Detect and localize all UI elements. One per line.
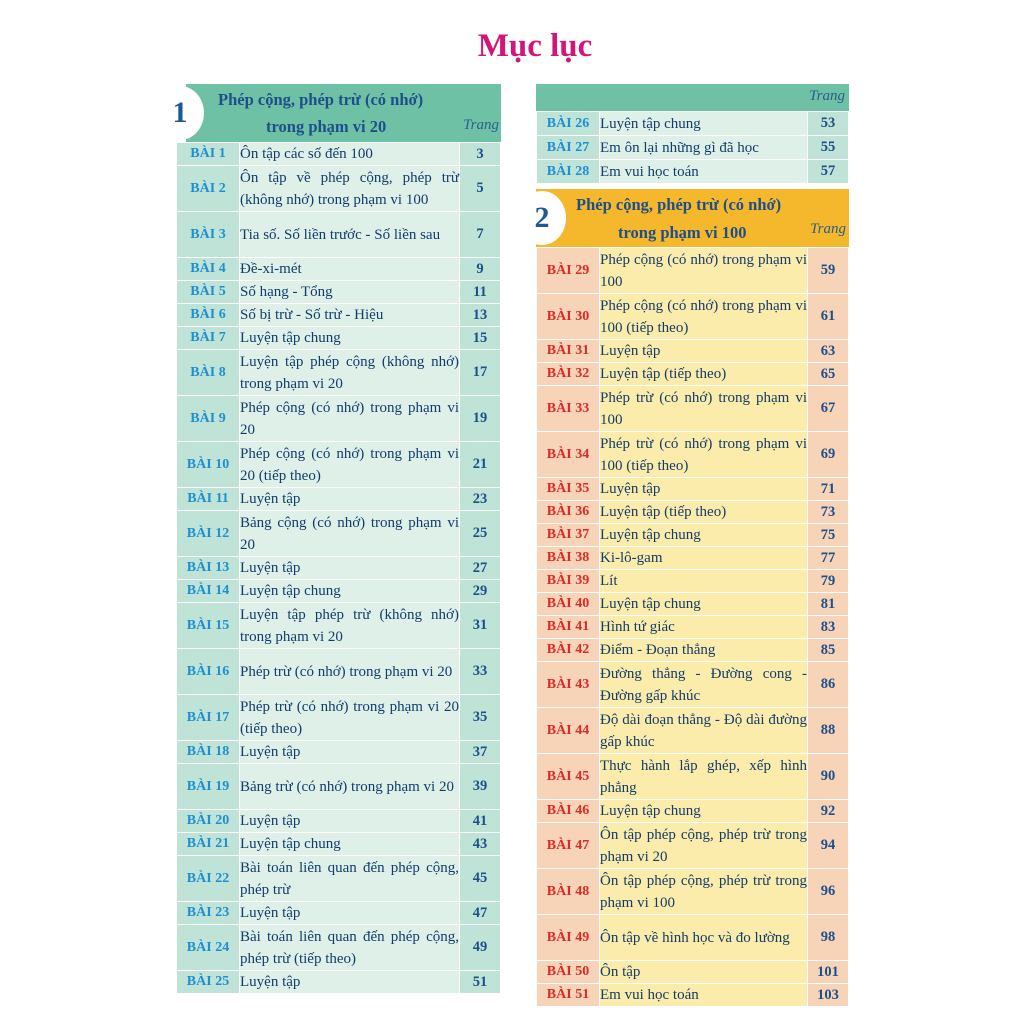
lesson-page: 96 [808,869,849,915]
lesson-page: 7 [460,212,501,258]
lesson-title: Luyện tập [240,810,460,833]
lesson-page: 75 [808,524,849,547]
lesson-title: Luyện tập [240,488,460,511]
lesson-row[interactable] [537,708,849,754]
section-2-title-line1: Phép cộng, phép trừ (có nhớ) [576,195,782,214]
lesson-page: 63 [808,340,849,363]
lesson-number: BÀI 22 [177,856,240,902]
page-title: Mục lục [477,28,593,64]
lesson-number: BÀI 48 [537,869,600,915]
lesson-row[interactable] [537,547,849,570]
lesson-row[interactable] [537,386,849,432]
lesson-page: 35 [460,695,501,741]
lesson-number: BÀI 42 [537,639,600,662]
lesson-row[interactable] [537,961,849,984]
lesson-row[interactable] [537,524,849,547]
lesson-title: Hình tứ giác [600,616,808,639]
lesson-title: Luyện tập chung [600,112,808,136]
continued-page-header: Trang [809,88,845,104]
lesson-title: Luyện tập chung [600,593,808,616]
lesson-title: Số hạng - Tổng [240,281,460,304]
lesson-row[interactable] [177,764,501,810]
lesson-row[interactable] [177,580,501,603]
lesson-row[interactable] [177,810,501,833]
lesson-page: 69 [808,432,849,478]
lesson-row[interactable] [537,915,849,961]
lesson-number: BÀI 11 [177,488,240,511]
lesson-page: 5 [460,166,501,212]
lesson-row[interactable] [537,136,849,160]
lesson-number: BÀI 36 [537,501,600,524]
lesson-title: Bài toán liên quan đến phép cộng, phép trừ [240,856,460,902]
lesson-row[interactable] [537,823,849,869]
lesson-number: BÀI 43 [537,662,600,708]
lesson-row[interactable] [537,112,849,136]
lesson-row[interactable] [177,833,501,856]
lesson-row[interactable] [537,294,849,340]
lesson-page: 98 [808,915,849,961]
lesson-page: 57 [808,160,849,184]
section-1-table [176,142,501,994]
lesson-title: Em vui học toán [600,160,808,184]
lesson-title: Luyện tập chung [600,524,808,547]
lesson-title: Lít [600,570,808,593]
lesson-title: Luyện tập [600,478,808,501]
lesson-page: 103 [808,984,849,1007]
lesson-title: Bảng trừ (có nhớ) trong phạm vi 20 [240,764,460,810]
lesson-row[interactable] [177,741,501,764]
lesson-page: 55 [808,136,849,160]
lesson-number: BÀI 27 [537,136,600,160]
lesson-number: BÀI 28 [537,160,600,184]
lesson-row[interactable] [537,363,849,386]
lesson-number: BÀI 30 [537,294,600,340]
lesson-row[interactable] [537,984,849,1007]
lesson-number: BÀI 24 [177,925,240,971]
lesson-title: Đề-xi-mét [240,258,460,281]
lesson-title: Phép cộng (có nhớ) trong phạm vi 20 [240,396,460,442]
section-1-page-header: Trang [463,117,499,133]
lesson-number: BÀI 1 [177,143,240,166]
section-1-title-line2: trong phạm vi 20 [266,117,387,136]
lesson-row[interactable] [177,557,501,580]
lesson-title: Luyện tập phép trừ (không nhớ) trong phạm vi 20 [240,603,460,649]
lesson-number: BÀI 35 [537,478,600,501]
lesson-number: BÀI 46 [537,800,600,823]
lesson-number: BÀI 7 [177,327,240,350]
section-2-table [536,247,849,1007]
lesson-row[interactable] [177,925,501,971]
lesson-number: BÀI 40 [537,593,600,616]
lesson-number: BÀI 29 [537,248,600,294]
lesson-page: 67 [808,386,849,432]
lesson-row[interactable] [177,281,501,304]
lesson-page: 43 [460,833,501,856]
lesson-title: Ôn tập về phép cộng, phép trừ (không nhớ) trong phạm vi 100 [240,166,460,212]
lesson-row[interactable] [537,432,849,478]
lesson-row[interactable] [177,856,501,902]
lesson-row[interactable] [177,488,501,511]
lesson-page: 101 [808,961,849,984]
lesson-page: 25 [460,511,501,557]
lesson-row[interactable] [537,501,849,524]
lesson-title: Luyện tập chung [240,580,460,603]
lesson-number: BÀI 21 [177,833,240,856]
lesson-row[interactable] [177,695,501,741]
lesson-number: BÀI 33 [537,386,600,432]
lesson-number: BÀI 4 [177,258,240,281]
lesson-title: Luyện tập [240,902,460,925]
lesson-row[interactable] [537,248,849,294]
lesson-number: BÀI 41 [537,616,600,639]
lesson-number: BÀI 23 [177,902,240,925]
lesson-page: 47 [460,902,501,925]
lesson-title: Đường thẳng - Đường cong - Đường gấp khúc [600,662,808,708]
lesson-row[interactable] [177,971,501,994]
lesson-title: Phép trừ (có nhớ) trong phạm vi 100 (tiếp theo) [600,432,808,478]
lesson-title: Phép cộng (có nhớ) trong phạm vi 20 (tiếp theo) [240,442,460,488]
lesson-page: 65 [808,363,849,386]
lesson-number: BÀI 32 [537,363,600,386]
continued-header [536,84,849,111]
lesson-page: 59 [808,248,849,294]
lesson-title: Em ôn lại những gì đã học [600,136,808,160]
lesson-number: BÀI 37 [537,524,600,547]
lesson-number: BÀI 19 [177,764,240,810]
section-2-title-line2: trong phạm vi 100 [618,223,747,242]
lesson-title: Luyện tập [600,340,808,363]
lesson-number: BÀI 34 [537,432,600,478]
lesson-number: BÀI 47 [537,823,600,869]
lesson-row[interactable] [537,593,849,616]
lesson-number: BÀI 8 [177,350,240,396]
lesson-page: 29 [460,580,501,603]
lesson-number: BÀI 18 [177,741,240,764]
lesson-page: 37 [460,741,501,764]
lesson-page: 45 [460,856,501,902]
lesson-row[interactable] [537,340,849,363]
lesson-title: Thực hành lắp ghép, xếp hình phẳng [600,754,808,800]
lesson-title: Phép cộng (có nhớ) trong phạm vi 100 (tiếp theo) [600,294,808,340]
lesson-page: 92 [808,800,849,823]
lesson-title: Phép cộng (có nhớ) trong phạm vi 100 [600,248,808,294]
lesson-row[interactable] [537,869,849,915]
lesson-page: 19 [460,396,501,442]
lesson-page: 31 [460,603,501,649]
lesson-title: Phép trừ (có nhớ) trong phạm vi 20 [240,649,460,695]
lesson-row[interactable] [537,478,849,501]
lesson-page: 77 [808,547,849,570]
lesson-title: Độ dài đoạn thẳng - Độ dài đường gấp khúc [600,708,808,754]
section-2-page-header: Trang [810,221,846,237]
lesson-number: BÀI 50 [537,961,600,984]
section-2-header [536,189,849,247]
lesson-number: BÀI 3 [177,212,240,258]
section-2-number: 2 [518,191,566,245]
lesson-number: BÀI 2 [177,166,240,212]
lesson-page: 3 [460,143,501,166]
lesson-row[interactable] [177,396,501,442]
lesson-title: Số bị trừ - Số trừ - Hiệu [240,304,460,327]
lesson-row[interactable] [177,143,501,166]
lesson-number: BÀI 49 [537,915,600,961]
lesson-title: Luyện tập chung [240,327,460,350]
lesson-row[interactable] [537,754,849,800]
lesson-title: Tia số. Số liền trước - Số liền sau [240,212,460,258]
lesson-row[interactable] [177,511,501,557]
lesson-title: Luyện tập chung [600,800,808,823]
lesson-page: 90 [808,754,849,800]
lesson-title: Ôn tập phép cộng, phép trừ trong phạm vi 20 [600,823,808,869]
lesson-row[interactable] [537,800,849,823]
lesson-number: BÀI 6 [177,304,240,327]
lesson-number: BÀI 39 [537,570,600,593]
lesson-number: BÀI 44 [537,708,600,754]
lesson-row[interactable] [177,304,501,327]
lesson-number: BÀI 15 [177,603,240,649]
lesson-number: BÀI 14 [177,580,240,603]
section-1-continued-table [536,111,849,184]
lesson-number: BÀI 12 [177,511,240,557]
lesson-row[interactable] [177,350,501,396]
lesson-page: 13 [460,304,501,327]
lesson-number: BÀI 16 [177,649,240,695]
lesson-page: 9 [460,258,501,281]
lesson-title: Ôn tập về hình học và đo lường [600,915,808,961]
lesson-number: BÀI 51 [537,984,600,1007]
lesson-number: BÀI 45 [537,754,600,800]
lesson-row[interactable] [177,649,501,695]
lesson-page: 61 [808,294,849,340]
lesson-row[interactable] [537,570,849,593]
lesson-page: 94 [808,823,849,869]
lesson-row[interactable] [177,212,501,258]
lesson-page: 86 [808,662,849,708]
lesson-title: Phép trừ (có nhớ) trong phạm vi 100 [600,386,808,432]
lesson-row[interactable] [177,258,501,281]
lesson-number: BÀI 10 [177,442,240,488]
lesson-page: 73 [808,501,849,524]
lesson-number: BÀI 26 [537,112,600,136]
lesson-title: Luyện tập [240,557,460,580]
lesson-page: 88 [808,708,849,754]
lesson-page: 33 [460,649,501,695]
lesson-number: BÀI 31 [537,340,600,363]
lesson-row[interactable] [177,166,501,212]
section-1-title-line1: Phép cộng, phép trừ (có nhớ) [218,90,424,109]
lesson-page: 27 [460,557,501,580]
lesson-page: 41 [460,810,501,833]
lesson-number: BÀI 38 [537,547,600,570]
lesson-title: Luyện tập (tiếp theo) [600,501,808,524]
lesson-page: 71 [808,478,849,501]
lesson-page: 49 [460,925,501,971]
lesson-page: 39 [460,764,501,810]
lesson-row[interactable] [177,603,501,649]
lesson-title: Luyện tập chung [240,833,460,856]
lesson-title: Ki-lô-gam [600,547,808,570]
lesson-title: Luyện tập [240,741,460,764]
lesson-page: 79 [808,570,849,593]
lesson-title: Bảng cộng (có nhớ) trong phạm vi 20 [240,511,460,557]
lesson-row[interactable] [177,442,501,488]
section-1-number: 1 [156,86,204,140]
section-1-header [172,84,501,142]
lesson-page: 21 [460,442,501,488]
lesson-row[interactable] [537,639,849,662]
lesson-title: Phép trừ (có nhớ) trong phạm vi 20 (tiếp theo) [240,695,460,741]
lesson-row[interactable] [537,160,849,184]
lesson-number: BÀI 9 [177,396,240,442]
lesson-row[interactable] [537,616,849,639]
lesson-title: Ôn tập các số đến 100 [240,143,460,166]
lesson-title: Luyện tập (tiếp theo) [600,363,808,386]
lesson-title: Luyện tập phép cộng (không nhớ) trong phạm vi 20 [240,350,460,396]
lesson-page: 53 [808,112,849,136]
lesson-row[interactable] [177,327,501,350]
lesson-number: BÀI 13 [177,557,240,580]
lesson-title: Em vui học toán [600,984,808,1007]
lesson-number: BÀI 20 [177,810,240,833]
lesson-number: BÀI 25 [177,971,240,994]
lesson-number: BÀI 17 [177,695,240,741]
lesson-page: 83 [808,616,849,639]
lesson-page: 81 [808,593,849,616]
lesson-page: 51 [460,971,501,994]
lesson-number: BÀI 5 [177,281,240,304]
lesson-title: Ôn tập [600,961,808,984]
lesson-row[interactable] [537,662,849,708]
lesson-page: 11 [460,281,501,304]
lesson-page: 15 [460,327,501,350]
lesson-page: 23 [460,488,501,511]
lesson-title: Luyện tập [240,971,460,994]
lesson-title: Ôn tập phép cộng, phép trừ trong phạm vi 100 [600,869,808,915]
right-column [536,84,849,1007]
lesson-page: 17 [460,350,501,396]
lesson-page: 85 [808,639,849,662]
section-1 [172,84,501,994]
lesson-title: Điểm - Đoạn thẳng [600,639,808,662]
lesson-row[interactable] [177,902,501,925]
lesson-title: Bài toán liên quan đến phép cộng, phép trừ (tiếp theo) [240,925,460,971]
